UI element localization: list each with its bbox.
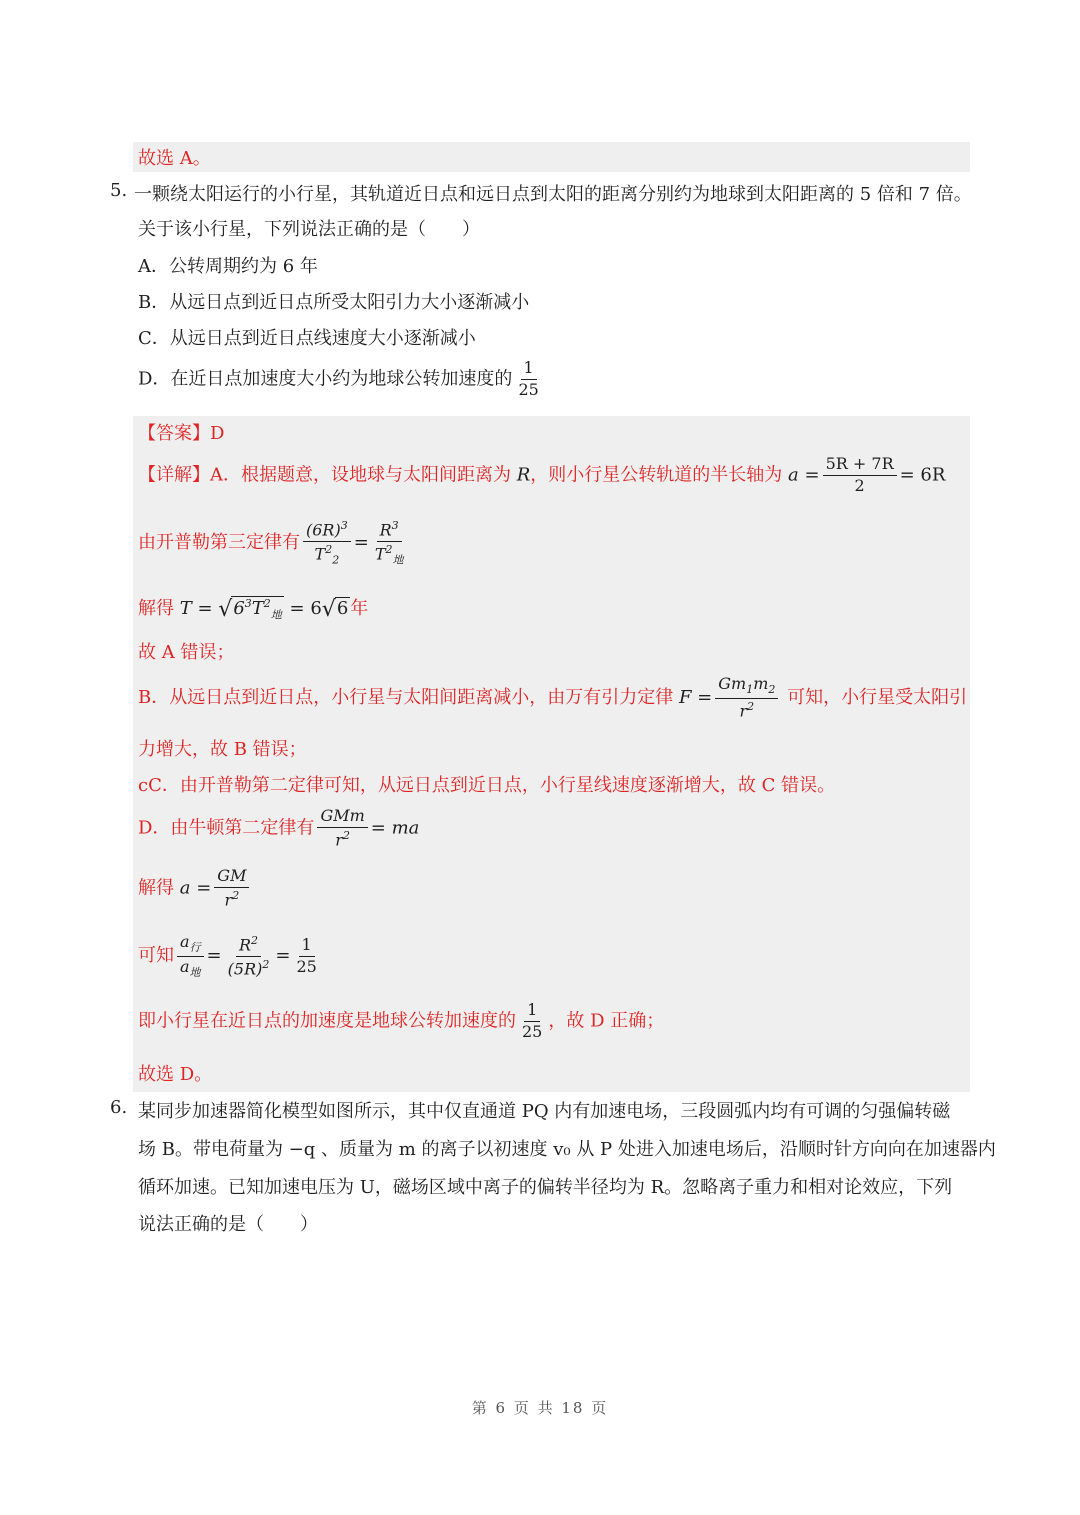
kepler3-den-r-sup: 2	[385, 543, 393, 557]
sqrt-icon: √	[218, 597, 233, 622]
b-num-sub1: 1	[746, 683, 754, 697]
kepler3-exp-l: 3	[340, 519, 348, 532]
q5-answer	[138, 419, 224, 445]
solve-a-num: GM	[214, 868, 249, 888]
kepler3-text: 由开普勒第三定律有	[138, 532, 300, 554]
solve-t-rad-t-sub: 地	[270, 608, 282, 622]
kepler3-den-l-sup: 2	[325, 543, 333, 557]
q5-detail-a	[138, 456, 945, 495]
q5-solve-a	[138, 868, 252, 909]
kepler3-den-l-sub: 2	[332, 553, 340, 567]
ratio-num-r: 1	[299, 937, 315, 957]
answer-tag: 【答案】	[138, 423, 210, 444]
solve-t-rad-t-sup: 2	[263, 597, 271, 610]
detail-a-var: R	[516, 464, 531, 486]
q5-detail-c: cC．由开普勒第二定律可知，从远日点到近日点，小行星线速度逐渐增大，故 C 错误。	[138, 775, 836, 796]
ratio-den-l-sub: 地	[189, 965, 201, 979]
kepler3-den-r: T	[374, 544, 386, 564]
detail-a-text: A．根据题意，设地球与太阳间距离为	[210, 464, 511, 486]
solve-t-rad2: 6	[336, 598, 349, 619]
ratio-mid-fraction	[225, 935, 273, 978]
semi-axis-num: 5R + 7R	[823, 456, 897, 476]
ratio-den-r: 25	[296, 956, 317, 976]
q5-option-d-text: D．在近日点加速度大小约为地球公转加速度的	[138, 368, 513, 390]
ratio-right-fraction	[293, 934, 319, 976]
detail-tag: 【详解】	[138, 464, 210, 486]
kepler3-num-r: R	[379, 520, 392, 540]
kepler3-exp-r: 3	[391, 519, 399, 532]
ratio-den-m: (5R)	[227, 959, 263, 979]
solve-t-rad-exp: 3	[244, 597, 252, 610]
d-formula-rhs: = ma	[370, 817, 420, 839]
q5-number: 5.	[110, 180, 128, 201]
prev-answer-shade	[133, 142, 970, 172]
semi-axis-den: 2	[854, 475, 865, 495]
semi-axis-rhs: = 6R	[899, 464, 946, 486]
q6-number: 6.	[110, 1097, 128, 1118]
q6-line2: 场 B。带电荷量为 −q 、质量为 m 的离子以初速度 v₀ 从 P 处进入加速电场后，沿顺时针方向向在加速器内	[138, 1139, 996, 1160]
answer-value: D	[210, 423, 225, 444]
solve-a-lhs: a =	[179, 877, 212, 899]
ratio-num-m-sup: 2	[251, 933, 259, 947]
q5-detail-d	[138, 808, 419, 849]
b-num-sub2: 2	[768, 683, 776, 697]
d-formula-fraction	[317, 808, 367, 849]
kepler3-right-fraction	[372, 520, 407, 566]
ratio-left-fraction	[177, 934, 204, 978]
b-den-sup: 2	[747, 699, 755, 713]
solve-t-text: 解得	[138, 598, 174, 619]
q5-detail-b	[138, 676, 967, 720]
q6-line1: 某同步加速器简化模型如图所示，其中仅直通道 PQ 内有加速电场，三段圆弧内均有可调的匀强偏转磁	[138, 1101, 951, 1122]
solve-t-unit: 年	[350, 598, 369, 619]
ratio-eq2: =	[275, 945, 291, 967]
page-footer: 第 6 页 共 18 页	[471, 1399, 609, 1417]
concl-den: 25	[522, 1021, 543, 1041]
kepler3-left-fraction	[303, 520, 351, 566]
ratio-num-m: R	[238, 934, 252, 954]
q6-line3: 循环加速。已知加速电压为 U，磁场区域中离子的偏转半径均为 R。忽略离子重力和相对论效应，下列	[138, 1177, 953, 1198]
concl-num: 1	[524, 1002, 540, 1022]
ratio-num-l: a	[180, 932, 190, 951]
kepler3-den-r-sub: 地	[392, 553, 404, 567]
q5-conclusion: 故选 D。	[138, 1064, 213, 1085]
q5-a-wrong: 故 A 错误；	[138, 642, 235, 663]
ratio-eq1: =	[206, 945, 222, 967]
frac-numerator: 1	[521, 360, 537, 380]
solve-t-eq: = 6	[289, 598, 322, 619]
b-formula-lhs: F =	[678, 686, 713, 708]
kepler3-eq: =	[353, 532, 369, 554]
b-formula-fraction	[715, 676, 778, 720]
q5-kepler3	[138, 520, 409, 566]
solve-t-rad-t: T	[251, 598, 264, 619]
q5-stem-line1: 一颗绕太阳运行的小行星，其轨道近日点和远日点到太阳的距离分别约为地球到太阳距离的 5 倍和 7 倍。	[134, 184, 972, 205]
solve-a-fraction	[214, 868, 249, 909]
solve-a-text: 解得	[138, 877, 174, 899]
solve-t-rad: 6	[233, 598, 245, 619]
q5-stem-line2: 关于该小行星，下列说法正确的是（ ）	[138, 219, 480, 240]
q5-option-d-fraction	[515, 360, 541, 399]
b-text2: 可知，小行星受太阳引	[787, 686, 968, 708]
q5-option-b: B．从远日点到近日点所受太阳引力大小逐渐减小	[138, 292, 530, 313]
concl-text2: ，故 D 正确；	[548, 1010, 665, 1032]
frac-denominator: 25	[518, 379, 539, 399]
q5-b-text3: 力增大，故 B 错误；	[138, 739, 307, 760]
sqrt-icon: √	[321, 597, 336, 622]
concl-text1: 即小行星在近日点的加速度是地球公转加速度的	[138, 1010, 516, 1032]
b-text1: B．从远日点到近日点，小行星与太阳间距离减小，由万有引力定律	[138, 686, 674, 708]
solve-a-den: r	[224, 890, 233, 910]
ratio-den-m-sup: 2	[262, 957, 270, 971]
q5-option-c: C．从远日点到近日点线速度大小逐渐减小	[138, 328, 476, 349]
semi-axis-fraction	[823, 456, 897, 495]
q5-ratio	[138, 934, 323, 978]
d-den: r	[335, 830, 343, 850]
semi-axis-lhs: a =	[788, 464, 820, 486]
b-den: r	[739, 701, 748, 721]
kepler3-num-l: (6R)	[306, 520, 341, 540]
solve-a-den-sup: 2	[232, 888, 240, 902]
q5-conclusion-line	[138, 1002, 664, 1041]
solve-t-lhs: T =	[179, 598, 213, 619]
ratio-den-l: a	[180, 956, 190, 976]
d-den-sup: 2	[342, 828, 350, 842]
q6-line4: 说法正确的是（ ）	[138, 1214, 318, 1235]
detail-a-text2: ，则小行星公转轨道的半长轴为	[530, 464, 783, 486]
q5-option-a: A．公转周期约为 6 年	[138, 256, 318, 277]
d-num: GMm	[317, 808, 367, 828]
b-num-m2: m	[753, 674, 769, 693]
ratio-text: 可知	[138, 945, 174, 967]
b-num: Gm	[718, 674, 747, 693]
ratio-num-l-sub: 行	[189, 941, 201, 955]
kepler3-den-l: T	[314, 544, 326, 564]
concl-fraction	[519, 1002, 545, 1041]
d-text: D．由牛顿第二定律有	[138, 817, 315, 839]
prev-conclusion: 故选 A。	[138, 148, 211, 169]
q5-solve-t	[138, 594, 368, 623]
q5-option-d	[138, 360, 545, 399]
